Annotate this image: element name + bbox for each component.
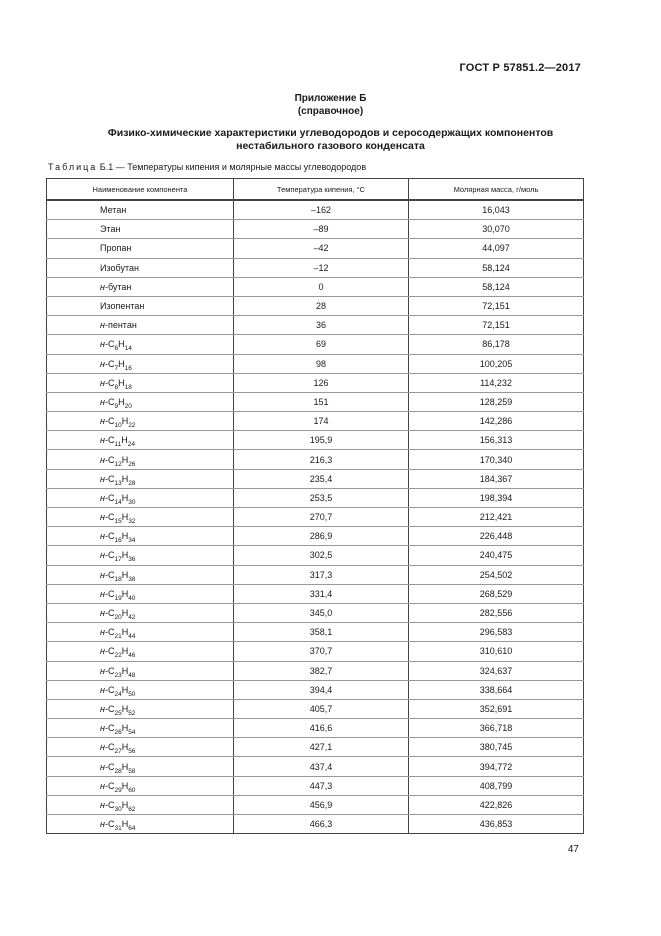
component-name: -C xyxy=(104,799,115,810)
boiling-temperature-cell: 382,7 xyxy=(234,661,409,680)
carbon-count: 12 xyxy=(114,460,122,468)
normal-prefix: н xyxy=(100,473,105,484)
column-header-boiling-temperature: Температура кипения, °С xyxy=(234,179,409,201)
table-row xyxy=(47,815,584,834)
table-row xyxy=(47,373,584,392)
component-name: -C xyxy=(104,492,115,503)
boiling-temperature-cell: 302,5 xyxy=(234,546,409,565)
component-name-cell: $н-C_{30}H_{62}$ xyxy=(47,795,234,814)
component-name-cell: $н-C_{23}H_{48}$ xyxy=(47,661,234,680)
component-name: -C xyxy=(104,780,115,791)
boiling-temperature-cell: 416,6 xyxy=(234,719,409,738)
appendix-type: (справочное) xyxy=(297,106,364,117)
component-name-cell: $н-C_{25}H_{52}$ xyxy=(47,699,234,718)
boiling-temperature-cell: 270,7 xyxy=(234,508,409,527)
column-header-molar-mass: Молярная масса, г/моль xyxy=(409,179,584,201)
molar-mass-cell: 436,853 xyxy=(409,815,584,834)
molar-mass-cell: 240,475 xyxy=(409,546,584,565)
carbon-count: 6 xyxy=(114,345,119,353)
normal-prefix: н xyxy=(100,627,105,638)
molar-mass-cell: 58,124 xyxy=(409,277,584,296)
carbon-count: 7 xyxy=(114,364,119,372)
boiling-temperature-cell: –12 xyxy=(234,258,409,277)
boiling-temperature-cell: 286,9 xyxy=(234,527,409,546)
hydrogen-count: 56 xyxy=(128,748,136,756)
table-row xyxy=(47,239,584,258)
table-row xyxy=(47,776,584,795)
table-row xyxy=(47,488,584,507)
carbon-count: 21 xyxy=(114,633,122,641)
table-row xyxy=(47,258,584,277)
carbon-count: 29 xyxy=(114,786,122,794)
component-name: -C xyxy=(104,627,115,638)
component-name-cell xyxy=(47,296,234,315)
hydrogen-count: 52 xyxy=(128,709,136,717)
carbon-count: 9 xyxy=(114,402,119,410)
normal-prefix: н xyxy=(100,588,105,599)
component-name-cell xyxy=(47,258,234,277)
table-row xyxy=(47,296,584,315)
component-name-cell xyxy=(47,277,234,296)
boiling-temperature-cell: 69 xyxy=(234,335,409,354)
normal-prefix: н xyxy=(100,377,105,388)
table-row xyxy=(47,508,584,527)
component-name: -C xyxy=(104,416,115,427)
component-name-cell: $н-C_{22}H_{46}$ xyxy=(47,642,234,661)
carbon-count: 16 xyxy=(114,537,122,545)
table-row xyxy=(47,469,584,488)
molar-mass-cell: 170,340 xyxy=(409,450,584,469)
boiling-temperature-cell: 405,7 xyxy=(234,699,409,718)
component-name-cell xyxy=(47,316,234,335)
normal-prefix: н xyxy=(100,531,105,542)
boiling-temperature-cell: 427,1 xyxy=(234,738,409,757)
normal-prefix: н xyxy=(100,492,105,503)
normal-prefix: н xyxy=(100,799,105,810)
normal-prefix: н xyxy=(100,780,105,791)
normal-prefix: н xyxy=(100,435,105,446)
boiling-temperature-cell: 317,3 xyxy=(234,565,409,584)
boiling-temperature-cell: 28 xyxy=(234,296,409,315)
molar-mass-cell: 72,151 xyxy=(409,296,584,315)
carbon-count: 28 xyxy=(114,767,122,775)
boiling-temperature-cell: 370,7 xyxy=(234,642,409,661)
component-name: Метан xyxy=(100,205,127,216)
normal-prefix: н xyxy=(100,339,105,350)
carbon-count: 11 xyxy=(114,441,122,449)
boiling-points-table xyxy=(46,178,584,834)
boiling-temperature-cell: 235,4 xyxy=(234,469,409,488)
component-name: -C xyxy=(104,339,115,350)
molar-mass-cell: 394,772 xyxy=(409,757,584,776)
page-number: 47 xyxy=(567,844,579,855)
component-name-cell: $н-C_{31}H_{64}$ xyxy=(47,815,234,834)
component-name: -C xyxy=(104,819,115,830)
component-name: -C xyxy=(104,608,115,619)
component-name: -C xyxy=(104,646,115,657)
component-name: -C xyxy=(104,665,115,676)
normal-prefix: н xyxy=(100,665,105,676)
boiling-temperature-cell: 394,4 xyxy=(234,680,409,699)
carbon-count: 24 xyxy=(114,690,122,698)
molar-mass-cell: 44,097 xyxy=(409,239,584,258)
molar-mass-cell: 86,178 xyxy=(409,335,584,354)
normal-prefix: н xyxy=(100,646,105,657)
component-name-cell: $н-C_{17}H_{36}$ xyxy=(47,546,234,565)
component-name: Этан xyxy=(100,224,121,235)
hydrogen-count: 60 xyxy=(128,786,136,794)
component-name: -пентан xyxy=(104,320,137,331)
hydrogen-count: 36 xyxy=(128,556,136,564)
molar-mass-cell: 422,826 xyxy=(409,795,584,814)
component-name-cell: $н-C_6H_{14}$ xyxy=(47,335,234,354)
molar-mass-cell: 282,556 xyxy=(409,603,584,622)
boiling-temperature-cell: 447,3 xyxy=(234,776,409,795)
table-row xyxy=(47,699,584,718)
component-name-cell: $н-C_{15}H_{32}$ xyxy=(47,508,234,527)
molar-mass-cell: 380,745 xyxy=(409,738,584,757)
component-name-cell: $н-C_{20}H_{42}$ xyxy=(47,603,234,622)
molar-mass-cell: 366,718 xyxy=(409,719,584,738)
table-row xyxy=(47,527,584,546)
hydrogen-count: 30 xyxy=(128,498,136,506)
hydrogen-count: 58 xyxy=(128,767,136,775)
component-name-cell: $н-C_9H_{20}$ xyxy=(47,392,234,411)
normal-prefix: н xyxy=(100,703,105,714)
normal-prefix: н xyxy=(100,358,105,369)
normal-prefix: н xyxy=(100,320,105,331)
normal-prefix: н xyxy=(100,569,105,580)
hydrogen-count: 20 xyxy=(124,402,132,410)
component-name-cell: $н-C_{12}H_{26}$ xyxy=(47,450,234,469)
carbon-count: 25 xyxy=(114,709,122,717)
table-row xyxy=(47,623,584,642)
hydrogen-count: 34 xyxy=(128,537,136,545)
component-name: -C xyxy=(104,761,115,772)
normal-prefix: н xyxy=(100,416,105,427)
molar-mass-cell: 100,205 xyxy=(409,354,584,373)
normal-prefix: н xyxy=(100,684,105,695)
normal-prefix: н xyxy=(100,742,105,753)
carbon-count: 10 xyxy=(114,422,122,430)
normal-prefix: н xyxy=(100,761,105,772)
document-code: ГОСТ Р 57851.2—2017 xyxy=(459,62,581,74)
hydrogen-count: 26 xyxy=(128,460,136,468)
normal-prefix: н xyxy=(100,512,105,523)
component-name-cell: $н-C_{27}H_{56}$ xyxy=(47,738,234,757)
component-name-cell: $н-C_{14}H_{30}$ xyxy=(47,488,234,507)
boiling-temperature-cell: 151 xyxy=(234,392,409,411)
molar-mass-cell: 310,610 xyxy=(409,642,584,661)
boiling-temperature-cell: 195,9 xyxy=(234,431,409,450)
normal-prefix: н xyxy=(100,396,105,407)
boiling-temperature-cell: 331,4 xyxy=(234,584,409,603)
hydrogen-count: 48 xyxy=(128,671,136,679)
table-row xyxy=(47,680,584,699)
carbon-count: 26 xyxy=(114,729,122,737)
molar-mass-cell: 72,151 xyxy=(409,316,584,335)
boiling-temperature-cell: 126 xyxy=(234,373,409,392)
carbon-count: 18 xyxy=(114,575,122,583)
hydrogen-count: 62 xyxy=(128,805,136,813)
component-name: -C xyxy=(104,742,115,753)
component-name-cell: $н-C_7H_{16}$ xyxy=(47,354,234,373)
boiling-temperature-cell: –42 xyxy=(234,239,409,258)
hydrogen-count: 14 xyxy=(124,345,132,353)
hydrogen-count: 46 xyxy=(128,652,136,660)
hydrogen-count: 44 xyxy=(128,633,136,641)
component-name-cell: $н-C_{13}H_{28}$ xyxy=(47,469,234,488)
boiling-temperature-cell: 358,1 xyxy=(234,623,409,642)
carbon-count: 23 xyxy=(114,671,122,679)
component-name-cell: $н-C_{21}H_{44}$ xyxy=(47,623,234,642)
boiling-temperature-cell: 437,4 xyxy=(234,757,409,776)
boiling-temperature-cell: 466,3 xyxy=(234,815,409,834)
table-row xyxy=(47,277,584,296)
table-row xyxy=(47,220,584,239)
table-row xyxy=(47,335,584,354)
normal-prefix: н xyxy=(100,550,105,561)
molar-mass-cell: 114,232 xyxy=(409,373,584,392)
table-row xyxy=(47,316,584,335)
hydrogen-count: 38 xyxy=(128,575,136,583)
molar-mass-cell: 324,637 xyxy=(409,661,584,680)
normal-prefix: н xyxy=(100,608,105,619)
carbon-count: 22 xyxy=(114,652,122,660)
component-name: -C xyxy=(104,473,115,484)
table-row xyxy=(47,431,584,450)
table-row xyxy=(47,603,584,622)
hydrogen-count: 22 xyxy=(128,422,136,430)
boiling-temperature-cell: 253,5 xyxy=(234,488,409,507)
boiling-temperature-cell: –89 xyxy=(234,220,409,239)
table-row xyxy=(47,392,584,411)
table-row xyxy=(47,200,584,220)
component-name: Пропан xyxy=(100,243,132,254)
hydrogen-count: 64 xyxy=(128,825,136,833)
hydrogen-count: 50 xyxy=(128,690,136,698)
table-row xyxy=(47,642,584,661)
boiling-temperature-cell: 98 xyxy=(234,354,409,373)
hydrogen-count: 28 xyxy=(128,479,136,487)
table-caption-label: Таблица xyxy=(48,162,98,172)
normal-prefix: н xyxy=(100,819,105,830)
molar-mass-cell: 268,529 xyxy=(409,584,584,603)
molar-mass-cell: 212,421 xyxy=(409,508,584,527)
carbon-count: 30 xyxy=(114,805,122,813)
normal-prefix: н xyxy=(100,454,105,465)
hydrogen-count: 42 xyxy=(128,614,136,622)
carbon-count: 14 xyxy=(114,498,122,506)
hydrogen-count: 16 xyxy=(124,364,132,372)
component-name: -C xyxy=(104,569,115,580)
component-name: -C xyxy=(104,454,115,465)
molar-mass-cell: 156,313 xyxy=(409,431,584,450)
table-row xyxy=(47,546,584,565)
boiling-temperature-cell: 345,0 xyxy=(234,603,409,622)
molar-mass-cell: 16,043 xyxy=(409,200,584,220)
table-caption-text: Б.1 — Температуры кипения и молярные массы углеводородов xyxy=(97,162,367,172)
section-title xyxy=(40,127,621,153)
component-name: Изопентан xyxy=(100,301,145,312)
carbon-count: 31 xyxy=(114,825,122,833)
carbon-count: 19 xyxy=(114,594,122,602)
appendix-heading xyxy=(0,92,661,118)
component-name: -C xyxy=(104,435,115,446)
molar-mass-cell: 352,691 xyxy=(409,699,584,718)
boiling-temperature-cell: 0 xyxy=(234,277,409,296)
boiling-temperature-cell: –162 xyxy=(234,200,409,220)
component-name: -C xyxy=(104,723,115,734)
component-name: -C xyxy=(104,358,115,369)
molar-mass-cell: 408,799 xyxy=(409,776,584,795)
table-row xyxy=(47,565,584,584)
table-row xyxy=(47,719,584,738)
component-name-cell: $н-C_{18}H_{38}$ xyxy=(47,565,234,584)
component-name: -C xyxy=(104,377,115,388)
component-name-cell xyxy=(47,239,234,258)
table-caption xyxy=(48,162,366,172)
carbon-count: 27 xyxy=(114,748,122,756)
molar-mass-cell: 184,367 xyxy=(409,469,584,488)
table-header-row xyxy=(47,179,584,201)
component-name-cell xyxy=(47,200,234,220)
hydrogen-count: 32 xyxy=(128,518,136,526)
component-name-cell: $н-C_{10}H_{22}$ xyxy=(47,412,234,431)
component-name-cell xyxy=(47,220,234,239)
component-name-cell: $н-C_{28}H_{58}$ xyxy=(47,757,234,776)
column-header-component: Наименование компонента xyxy=(47,179,234,201)
molar-mass-cell: 226,448 xyxy=(409,527,584,546)
component-name-cell: $н-C_8H_{18}$ xyxy=(47,373,234,392)
molar-mass-cell: 296,583 xyxy=(409,623,584,642)
molar-mass-cell: 142,286 xyxy=(409,412,584,431)
molar-mass-cell: 128,259 xyxy=(409,392,584,411)
component-name-cell: $н-C_{29}H_{60}$ xyxy=(47,776,234,795)
hydrogen-count: 24 xyxy=(127,441,135,449)
carbon-count: 17 xyxy=(114,556,122,564)
table-row xyxy=(47,584,584,603)
boiling-temperature-cell: 174 xyxy=(234,412,409,431)
component-name: -C xyxy=(104,684,115,695)
component-name-cell: $н-C_{26}H_{54}$ xyxy=(47,719,234,738)
table-row xyxy=(47,412,584,431)
carbon-count: 13 xyxy=(114,479,122,487)
component-name: -C xyxy=(104,703,115,714)
carbon-count: 8 xyxy=(114,383,119,391)
component-name: -C xyxy=(104,531,115,542)
hydrogen-count: 18 xyxy=(124,383,132,391)
table-row xyxy=(47,354,584,373)
molar-mass-cell: 198,394 xyxy=(409,488,584,507)
carbon-count: 15 xyxy=(114,518,122,526)
component-name: -C xyxy=(104,396,115,407)
component-name-cell: $н-C_{19}H_{40}$ xyxy=(47,584,234,603)
carbon-count: 20 xyxy=(114,614,122,622)
appendix-title: Приложение Б xyxy=(294,93,367,104)
component-name: -C xyxy=(104,512,115,523)
table-row xyxy=(47,661,584,680)
molar-mass-cell: 30,070 xyxy=(409,220,584,239)
molar-mass-cell: 338,664 xyxy=(409,680,584,699)
normal-prefix: н xyxy=(100,723,105,734)
boiling-temperature-cell: 216,3 xyxy=(234,450,409,469)
table-row xyxy=(47,450,584,469)
component-name-cell: $н-C_{11}H_{24}$ xyxy=(47,431,234,450)
boiling-temperature-cell: 36 xyxy=(234,316,409,335)
boiling-temperature-cell: 456,9 xyxy=(234,795,409,814)
hydrogen-count: 54 xyxy=(128,729,136,737)
component-name: -бутан xyxy=(104,281,132,292)
component-name-cell: $н-C_{24}H_{50}$ xyxy=(47,680,234,699)
table-row xyxy=(47,757,584,776)
hydrogen-count: 40 xyxy=(128,594,136,602)
table-row xyxy=(47,795,584,814)
section-title-line-1: Физико-химические характеристики углеводородов и серосодержащих компонентов xyxy=(107,127,554,139)
table-row xyxy=(47,738,584,757)
section-title-line-2: нестабильного газового конденсата xyxy=(236,140,425,152)
normal-prefix: н xyxy=(100,281,105,292)
component-name: Изобутан xyxy=(100,262,139,273)
component-name: -C xyxy=(104,550,115,561)
molar-mass-cell: 58,124 xyxy=(409,258,584,277)
component-name-cell: $н-C_{16}H_{34}$ xyxy=(47,527,234,546)
component-name: -C xyxy=(104,588,115,599)
molar-mass-cell: 254,502 xyxy=(409,565,584,584)
